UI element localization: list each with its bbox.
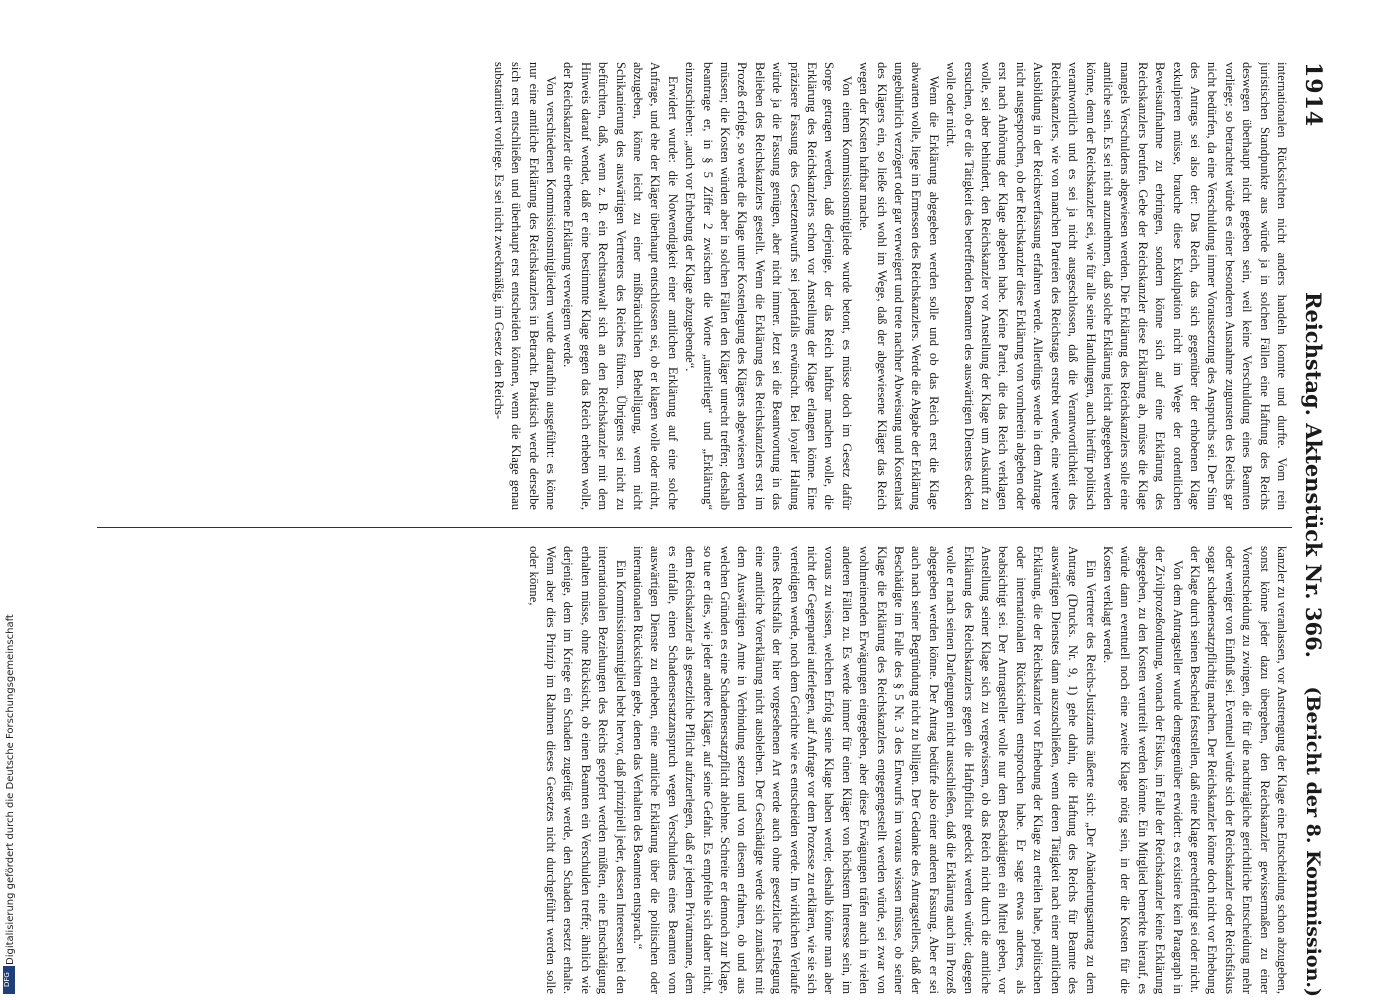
right-column bbox=[98, 546, 1290, 994]
paragraph: internationalen Rücksichten nicht anders handeln konnte und durfte. Vom rein juristischen Standpunkte aus würde ja in solchen Fällen eine Haftung des Reichs deswegen überhaupt nicht gegeben sein, weil keine Verschuldung eines Beamten vorliege; so betrachtet würde es einer besonderen Ausnahme zugunsten des Reichs gar nicht bedürfen, da eine Verschuldung immer Voraussetzung des Anspruchs sei. Der Sinn des Antrags sei also der: Das Reich, das sich gegenüber der erhobenen Klage exkulpieren müsse, brauche diese Exkulpation nicht im Wege der ordentlichen Beweisaufnahme zu erbringen, sondern könne sich auf eine Erklärung des Reichskanzlers berufen. Gebe der Reichskanzler diese Erklärung ab, müsse die Klage mangels Verschuldens abgewiesen werden. Die Erklärung des Reichskanzlers solle eine amtliche sein. Es sei nicht anzunehmen, daß solche Erklärung leicht abgegeben werden könne, denn der Reichskanzler sei, wie für alle seine Handlungen, auch hierfür politisch verantwortlich und es sei ja nicht ausgeschlossen, daß die Verantwortlichkeit des Reichskanzlers, wie von manchen Parteien des Reichstags erstrebt werde, eine weitere Ausbildung in der Reichsverfassung erfahren werde. Allerdings werde in dem Antrage nicht ausgesprochen, ob der Reichskanzler diese Erklärung von vornherein abgeben oder erst nach Anhörung der Klage abgeben habe. Keine Partei, die das Reich verklagen wolle, sei aber behindert, den Reichskanzler vor Anstellung der Klage um Auskunft zu ersuchen, ob er die Tätigkeit des betreffenden Beamten des auswärtigen Dienstes decken wolle oder nicht. bbox=[944, 62, 1289, 510]
running-title: Reichstag. Aktenstück Nr. 366. bbox=[1301, 292, 1326, 658]
paragraph: Von verschiedenen Kommissionsmitgliedern wurde daraufhin ausgeführt: es könne nur eine amtliche Erklärung des Reichskanzlers in Betracht. Praktisch werde derselbe sich erst entschließen und überhaupt erst entscheiden können, wenn die Klage genau substantiiert vorliege. Es sei nicht zweckmäßig, im Gesetz den Reichs- bbox=[491, 62, 558, 510]
page-header bbox=[1296, 62, 1330, 997]
paragraph: kanzler zu veranlassen, vor Anstrengung der Klage eine Entscheidung schon abzugeben, sonst könne jeder dazu übergehen, den Reichskanzler gewissermaßen zu einer Vorentscheidung zu zwingen, die für die nachträgliche gerichtliche Entscheidung mehr oder weniger von Einfluß sei. Eventuell würde sich der Reichskanzler oder Reichsfiskus sogar schadenersatzpflichtig machen. Der Reichskanzler könne doch nicht vor Erhebung der Klage durch seinen Bescheid feststellen, daß eine Klage gerechtfertigt sei oder nicht. bbox=[1187, 546, 1289, 994]
paragraph: Von dem Antragsteller wurde demgegenüber erwidert: es existiere kein Paragraph in der Zivilprozeßordnung, wonach der Fiskus, im Falle der Reichskanzler keine Erklärung abgegeben, zu den Kosten verurteilt werden könnte. Ein Mitglied bemerkte hierauf, es würde dann eventuell noch eine zweite Klage nötig sein, in der die Kosten für die Kosten verklagt werde. bbox=[1100, 546, 1185, 994]
paragraph: Von einem Kommissionsmitgliede wurde betont, es müsse doch im Gesetz dafür Sorge getragen werden, daß derjenige, der das Reich haftbar machen wolle, die Erklärung des Reichskanzlers schon vor Anstellung der Klage erlangen könne. Eine präzisere Fassung des Gesetzentwurfs sei jedenfalls erwünscht. Bei loyaler Haltung würde ja die Fassung genügen, aber nicht immer. Jetzt sei die Beantwortung in das Belieben des Reichskanzlers gestellt. Wenn die Erklärung des Reichskanzlers erst im Prozeß erfolge, so werde die Klage unter Kostenlegung des Klägers abgewiesen werden müssen; die Kosten würden aber in solchen Fällen den Kläger unrecht treffen; deshalb beantrage er, in § 5 Ziffer 2 zwischen die Worte „unterliegt“ und „Erklärung“ einzuschieben: „auch vor Erhebung der Klage abzugebende“. bbox=[683, 62, 854, 510]
paragraph: Erwidert wurde: die Notwendigkeit einer amtlichen Erklärung auf eine solche Anfrage, und ehe der Kläger überhaupt entschlossen sei, ob er klagen wolle oder nicht, abzugeben, könne leicht zu einer mißbräuchlichen Behelligung, wenn nicht Schikanierung des auswärtigen Vertreters des Reiches führen. Übrigens sei nicht zu befürchten, daß, wenn z. B. ein Rechtsanwalt sich an den Reichskanzler mit dem Hinweis darauf wendet, daß er eine bestimmte Klage gegen das Reich erheben wolle, der Reichskanzler die erbetene Erklärung verweigern werde. bbox=[561, 62, 680, 510]
paragraph: Ein Kommissionsmitglied hebt hervor, daß prinzipiell jeder, dessen Interessen bei den internationalen Beziehungen des Reichs geopfert werden müßten, eine Entschädigung erhalten müsse, ohne Rücksicht, ob einen Beamten ein Verschulden treffe; ähnlich wie derjenige, dem im Kriege ein Schaden zugefügt werde, den Schaden ersetzt erhalte. Wenn aber dies Prinzip im Rahmen dieses Gesetzes nicht durchgeführt werden solle oder könne, bbox=[526, 546, 628, 994]
rotated-page bbox=[90, 62, 1330, 997]
paragraph: Ein Vertreter des Reichs-Justizamts äußerte sich: „Der Abänderungsantrag zu dem Antrage (Drucks. Nr. 9, 1) gehe dahin, die Haftung des Reichs für Beamte des auswärtigen Dienstes dann auszuschließen, wenn deren Tätigkeit nach einer amtlichen Erklärung, die der Reichskanzler vor Erhebung der Klage zu erteilen habe, politischen oder internationalen Rücksichten entsprochen habe. Er sage etwas anderes, als beabsichtigt sei. Der Antragsteller wolle nur dem Beschädigten ein Mittel geben, vor Anstellung seiner Klage sich zu vergewissern, ob das Reich nicht durch die amtliche Erklärung des Reichskanzlers gegen die Haftpflicht gedeckt werden würde; dagegen wolle er nach seinen Darlegungen nicht ausschließen, daß die Erklärung auch im Prozeß abgegeben werden könne. Der Antrag bedürfe also einer anderen Fassung. Aber er sei auch nach seiner Begründung nicht zu billigen. Der Gedanke des Antragstellers, daß der Beschädigte im Falle des § 5 Nr. 3 des Entwurfs im voraus wissen müsse, ob seiner Klage die Erklärung des Reichskanzlers entgegengestellt werden würde, sei zwar von wohlmeinenden Erwägungen eingegeben, aber diese Erwägungen träfen auch in vielen anderen Fällen zu. Es werde immer für einen Kläger von höchstem Interesse sein, im voraus zu wissen, welchen Erfolg seine Klage haben werde; deshalb könne man aber nicht der Gegenpartei auferlegen, auf Anfrage vor dem Prozesse zu erklären, wie sie sich verteidigen werde, noch dem Gerichte wie es entscheiden werde. Im wirklichen Verlaufe eines Rechtsfalls der hier vorgesehenen Art werde auch ohne gesetzliche Festlegung eine amtliche Vorerklärung nicht ausbleiben. Der Geschädigte werde sich zunächst mit dem Auswärtigen Amte in Verbindung setzen und von diesem erfahren, ob und aus welchen Gründen es eine Schadensersatzpflicht ablehne. Schreite er dennoch zur Klage, so tue er dies, wie jeder andere Kläger, auf seine Gefahr. Es empfehle sich daher nicht, dem Reichskanzler als gesetzliche Pflicht aufzuerlegen, daß er jedem Privatmanne, dem es einfalle, einen Schadensersatzanspruch wegen Verschuldens eines Beamten vom auswärtigen Dienste zu erheben, eine amtliche Erklärung über die politischen oder internationalen Rücksichten gebe, denen das Verhalten des Beamten entsprach.“ bbox=[630, 546, 1098, 994]
paragraph: Wenn die Erklärung abgegeben werden solle und ob das Reich erst die Klage abwarten wolle, liege im Ermessen des Reichskanzlers. Werde die Abgabe der Erklärung ungebührlich verzögert oder gar verweigert und trete nachher Abweisung und Kostenlast des Klägers ein, so ließe sich wohl im Wege, daß der abgewiesene Kläger das Reich wegen der Kosten haftbar mache. bbox=[857, 62, 941, 510]
left-column bbox=[98, 62, 1290, 510]
report-reference: (Bericht der 8. Kommission.) bbox=[1302, 686, 1324, 997]
column-divider bbox=[97, 527, 1292, 528]
digitization-credit bbox=[2, 20, 22, 980]
credit-text: Digitalisierung gefördert durch die Deutsche Forschungsgemeinschaft bbox=[5, 614, 16, 965]
dfg-logo: DFG bbox=[3, 966, 15, 994]
page-number: 1914 bbox=[1300, 62, 1326, 128]
